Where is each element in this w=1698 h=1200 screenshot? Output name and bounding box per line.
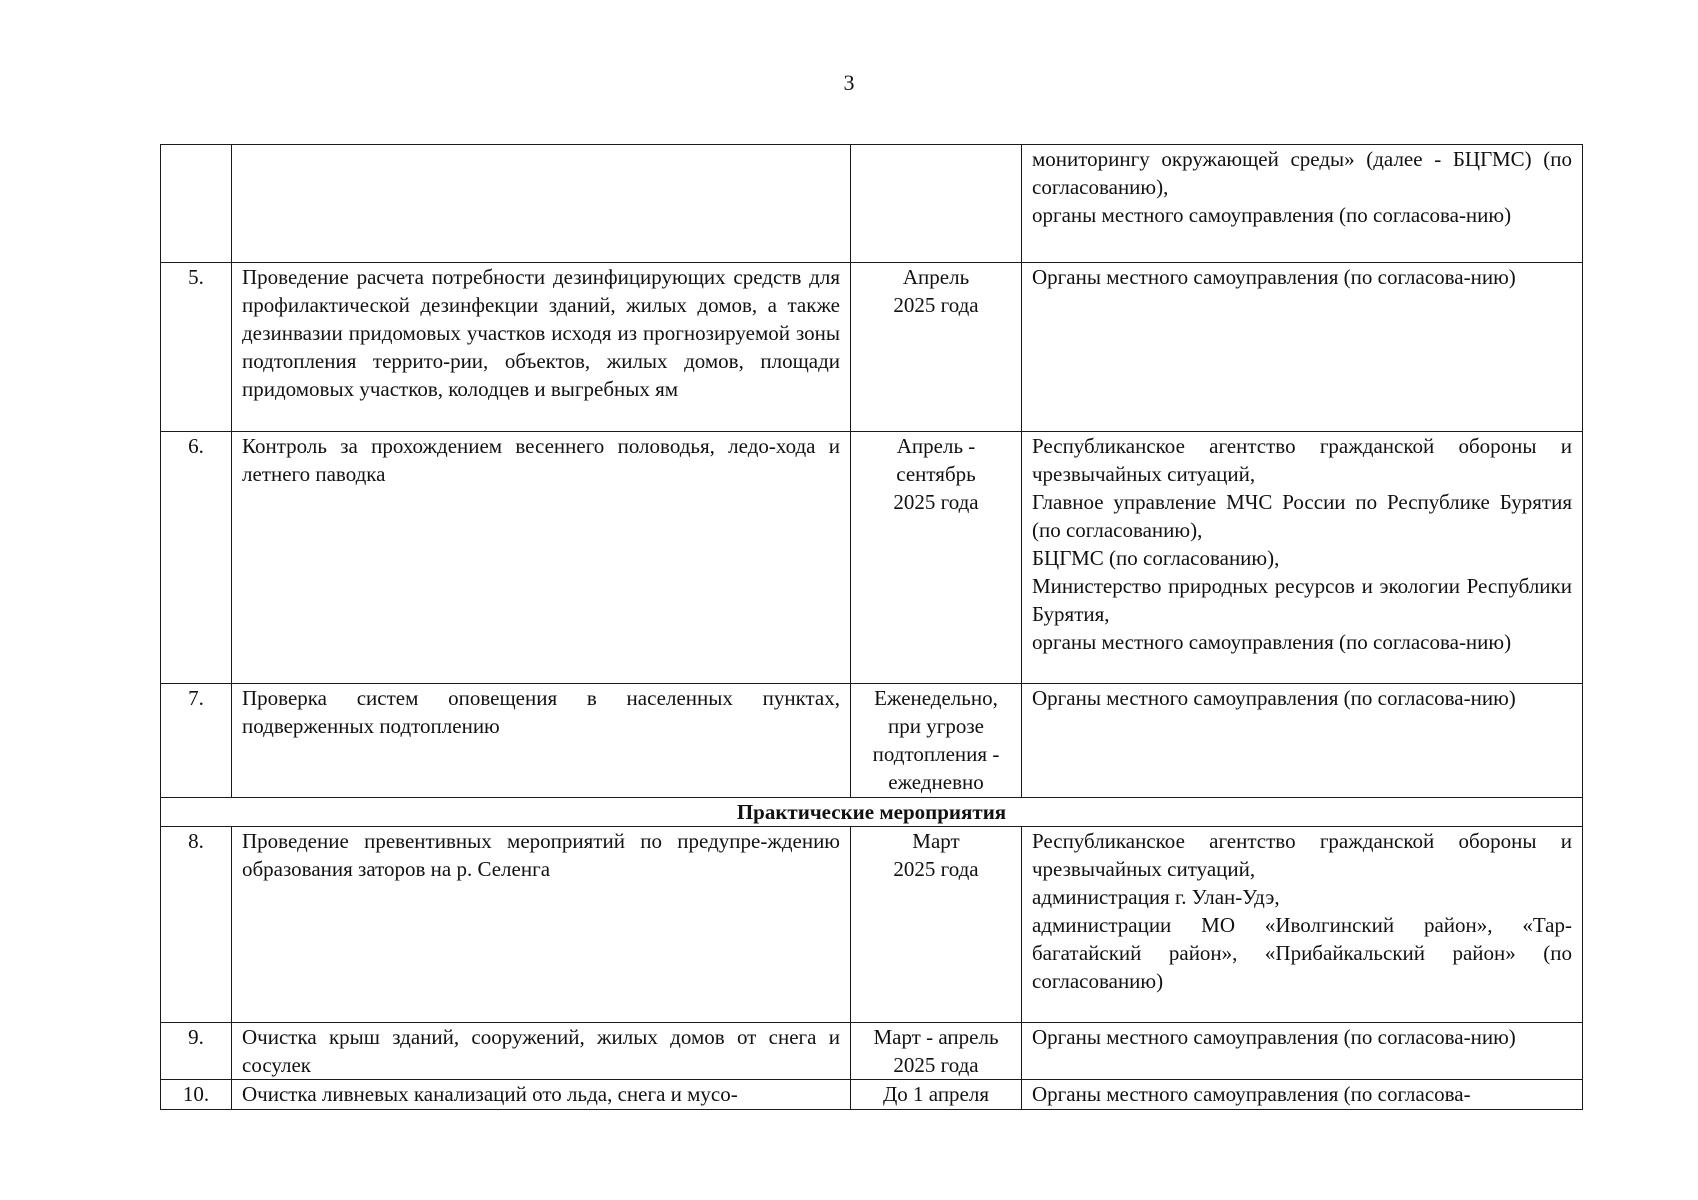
responsible-cell [1022, 145, 1583, 263]
term-line: До 1 апреля [882, 1082, 990, 1106]
table-row [161, 684, 1583, 798]
table-row [161, 432, 1583, 684]
term-line: подтопления - [872, 742, 1000, 766]
table-row [161, 1023, 1583, 1080]
term-line: при угрозе [888, 714, 984, 738]
responsible-line: органы местного самоуправления (по согласова-нию) [1032, 630, 1512, 654]
row-number-cell [161, 145, 232, 263]
table-row-continued [161, 145, 1583, 263]
term-cell [851, 827, 1022, 1023]
responsible-line: Министерство природных ресурсов и экологии Республики Бурятия, [1032, 574, 1572, 626]
term-line: 2025 года [893, 490, 979, 514]
row-number-cell: 5. [161, 263, 232, 432]
term-cell [851, 1080, 1022, 1110]
responsible-line: Органы местного самоуправления (по согласова- [1032, 1082, 1471, 1106]
responsible-cell [1022, 1080, 1583, 1110]
responsible-line: БЦГМС (по согласованию), [1032, 546, 1280, 570]
responsible-line: администрации МО «Иволгинский район», «Тар-багатайский район», «Прибайкальский район» (по согласованию) [1032, 913, 1572, 993]
measures-table [160, 144, 1583, 1110]
table-row [161, 263, 1583, 432]
activity-cell: Проведение превентивных мероприятий по предупре-ждению образования заторов на р. Селенга [232, 827, 851, 1023]
activity-cell: Проверка систем оповещения в населенных пунктах, подверженных подтоплению [232, 684, 851, 798]
responsible-cell [1022, 827, 1583, 1023]
responsible-line: Органы местного самоуправления (по согласова-нию) [1032, 1025, 1516, 1049]
responsible-line: Органы местного самоуправления (по согласова-нию) [1032, 686, 1516, 710]
responsible-cell [1022, 263, 1583, 432]
activity-cell: Очистка ливневых канализаций ото льда, снега и мусо- [232, 1080, 851, 1110]
table-body [161, 145, 1583, 1110]
term-line: Апрель - [896, 434, 976, 458]
activity-cell: Контроль за прохождением весеннего половодья, ледо-хода и летнего паводка [232, 432, 851, 684]
responsible-line: органы местного самоуправления (по согласова-нию) [1032, 203, 1512, 227]
term-line: Апрель [902, 265, 970, 289]
term-line: Март - апрель [873, 1025, 999, 1049]
responsible-line: Республиканское агентство гражданской обороны и чрезвычайных ситуаций, [1032, 829, 1572, 881]
row-number-cell: 7. [161, 684, 232, 798]
term-line: 2025 года [893, 293, 979, 317]
term-cell [851, 145, 1022, 263]
row-number-cell: 8. [161, 827, 232, 1023]
term-line: ежедневно [888, 770, 984, 794]
term-cell [851, 1023, 1022, 1080]
row-number-cell: 10. [161, 1080, 232, 1110]
responsible-cell [1022, 684, 1583, 798]
responsible-line: администрация г. Улан-Удэ, [1032, 885, 1280, 909]
row-number-cell: 6. [161, 432, 232, 684]
section-title: Практические мероприятия [161, 798, 1583, 827]
table-row [161, 827, 1583, 1023]
responsible-line: Главное управление МЧС России по Республике Бурятия (по согласованию), [1032, 490, 1572, 542]
term-cell [851, 684, 1022, 798]
term-line: 2025 года [893, 857, 979, 881]
term-line: Еженедельно, [874, 686, 998, 710]
page-number: 3 [843, 70, 855, 95]
row-number-cell: 9. [161, 1023, 232, 1080]
term-line: Март [912, 829, 960, 853]
section-row [161, 798, 1583, 827]
term-line: 2025 года [893, 1053, 979, 1077]
responsible-line: мониторингу окружающей среды» (далее - БЦГМС) (по согласованию), [1032, 147, 1572, 199]
table-row [161, 1080, 1583, 1110]
activity-cell: Очистка крыш зданий, сооружений, жилых домов от снега и сосулек [232, 1023, 851, 1080]
responsible-line: Органы местного самоуправления (по согласова-нию) [1032, 265, 1516, 289]
responsible-line: Республиканское агентство гражданской обороны и чрезвычайных ситуаций, [1032, 434, 1572, 486]
term-cell [851, 432, 1022, 684]
responsible-cell [1022, 1023, 1583, 1080]
term-cell [851, 263, 1022, 432]
responsible-cell [1022, 432, 1583, 684]
activity-cell [232, 145, 851, 263]
term-line: сентябрь [896, 462, 976, 486]
activity-cell: Проведение расчета потребности дезинфицирующих средств для профилактической дезинфекции зданий, жилых домов, а также дезинвазии придомовых участков исходя из прогнозируемой зоны подтопления террито-рии, объектов, жилых домов, площади придомовых участков, колодцев и выгребных ям [232, 263, 851, 432]
